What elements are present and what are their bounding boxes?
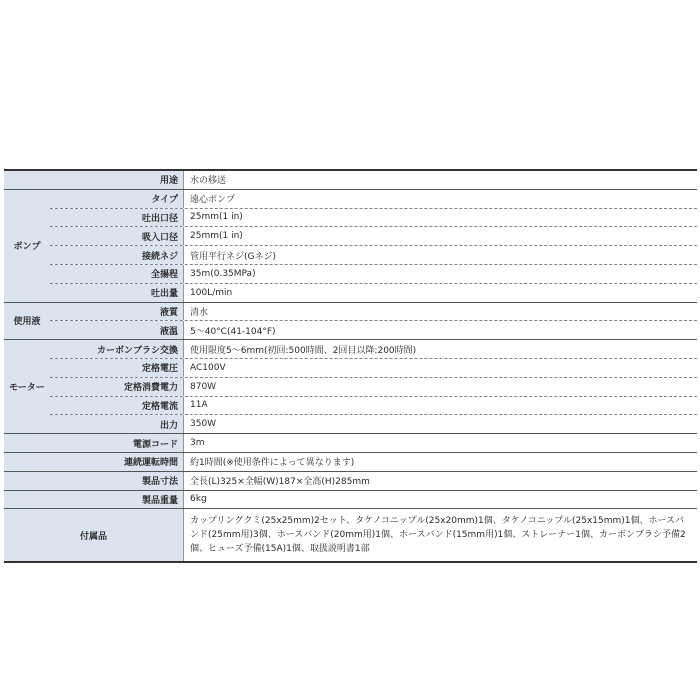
spec-label: 液質 [50, 303, 183, 321]
spec-value: 使用限度5～6mm(初回:500時間、2回目以降:200時間) [183, 340, 697, 358]
spec-label: 接続ネジ [50, 246, 183, 264]
spec-label: 連続運転時間 [4, 453, 183, 471]
spec-value: 350W [183, 415, 697, 433]
category-label: 使用液 [4, 303, 50, 340]
spec-value: 25mm(1 in) [183, 227, 697, 245]
spec-label: 製品寸法 [4, 472, 183, 490]
spec-group-motor [4, 340, 697, 434]
spec-label: 電源コード [4, 434, 183, 452]
category-label: モーター [4, 340, 50, 433]
spec-label: 定格電圧 [50, 359, 183, 377]
spec-row [50, 246, 697, 265]
spec-value: 100L/min [183, 284, 697, 302]
spec-table [4, 169, 697, 563]
spec-label: 出力 [50, 415, 183, 433]
spec-row-weight [4, 491, 697, 510]
spec-row [50, 303, 697, 322]
spec-label: 吐出量 [50, 284, 183, 302]
spec-group-liquid [4, 303, 697, 341]
spec-value: 管用平行ネジ(Gネジ) [183, 246, 697, 264]
spec-row [50, 321, 697, 339]
spec-label: 吸入口径 [50, 227, 183, 245]
spec-value: 清水 [183, 303, 697, 321]
spec-value: 遠心ポンプ [183, 190, 697, 208]
spec-row [50, 397, 697, 416]
spec-row [50, 359, 697, 378]
spec-row [50, 284, 697, 302]
spec-label: 定格電流 [50, 397, 183, 415]
spec-row [50, 190, 697, 209]
spec-label: タイプ [50, 190, 183, 208]
spec-group-pump [4, 190, 697, 303]
spec-value: 水の移送 [183, 171, 697, 189]
spec-row-usage [4, 171, 697, 190]
spec-row [50, 227, 697, 246]
spec-label: 製品重量 [4, 491, 183, 509]
spec-value: 870W [183, 378, 697, 396]
spec-value: 5～40°C(41-104°F) [183, 321, 697, 339]
spec-label: 定格消費電力 [50, 378, 183, 396]
category-label: ポンプ [4, 190, 50, 302]
spec-value: カップリングクミ(25x25mm)2セット、タケノコニップル(25x20mm)1個、タケノコニップル(25x15mm)1個、ホースバンド(25mm用)3個、ホースバンド(20mm用)1個、ホースバンド(15mm用)1個、ストレーナー1個、カーボンブラシ予備2個、ヒューズ予備(15A)1個、取扱説明書1部 [183, 509, 697, 561]
spec-value: 約1時間(※使用条件によって異なります) [183, 453, 697, 471]
spec-label: 液温 [50, 321, 183, 339]
spec-label: 全揚程 [50, 265, 183, 283]
spec-label: 付属品 [4, 509, 183, 561]
spec-value: 35m(0.35MPa) [183, 265, 697, 283]
spec-value: 全長(L)325×全幅(W)187×全高(H)285mm [183, 472, 697, 490]
spec-row [50, 415, 697, 433]
spec-row-dimensions [4, 472, 697, 491]
spec-value: 3m [183, 434, 697, 452]
spec-row-runtime [4, 453, 697, 472]
spec-value: 6kg [183, 491, 697, 509]
spec-row [50, 378, 697, 397]
spec-label: 吐出口径 [50, 209, 183, 227]
spec-row [50, 209, 697, 228]
spec-row [50, 265, 697, 284]
spec-label: カーボンブラシ交換 [50, 340, 183, 358]
spec-value: 25mm(1 in) [183, 209, 697, 227]
spec-label: 用途 [4, 171, 183, 189]
spec-row-cord [4, 434, 697, 453]
spec-value: 11A [183, 397, 697, 415]
spec-row [50, 340, 697, 359]
spec-value: AC100V [183, 359, 697, 377]
spec-row-accessories [4, 509, 697, 561]
